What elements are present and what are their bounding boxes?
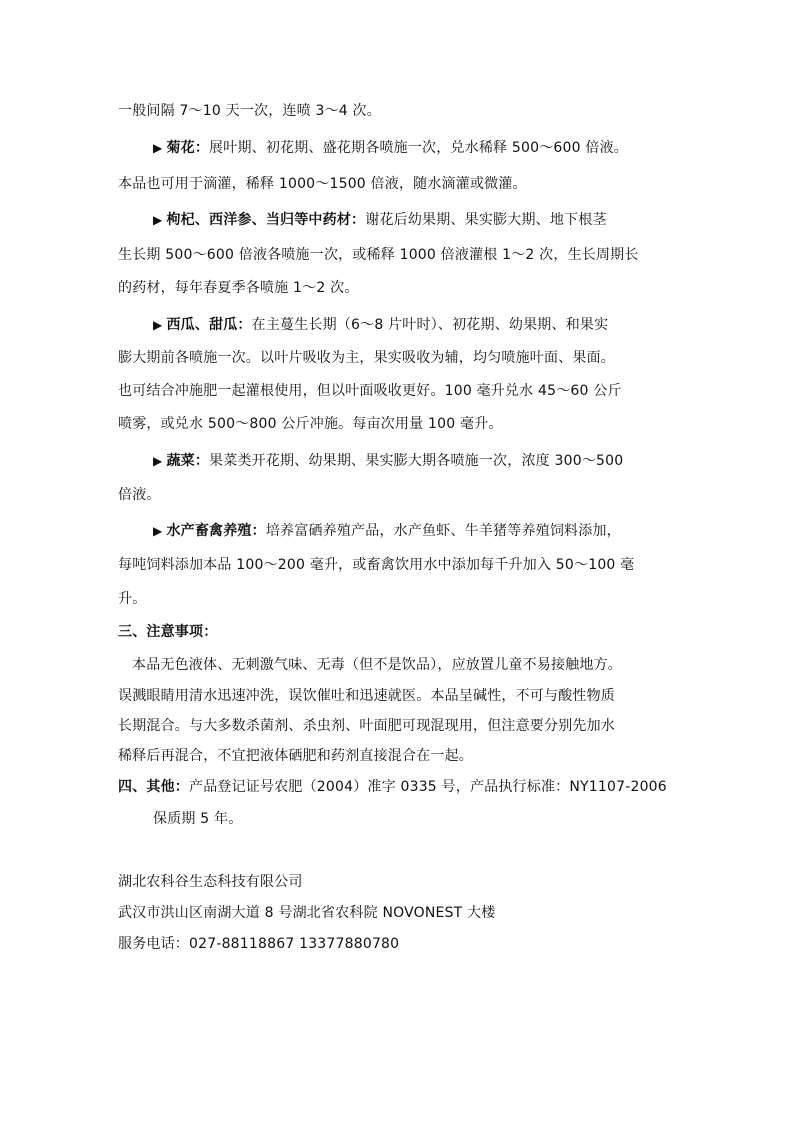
vegetables-line-2: 倍液。 [118,487,161,503]
company-address: 武汉市洪山区南湖大道 8 号湖北省农科院 NOVONEST 大楼 [118,905,496,921]
melon-line-2: 膨大期前各喷施一次。以叶片吸收为主，果实吸收为辅，均匀喷施叶面、果面。 [118,350,615,366]
medicinal-title: 枸杞、西洋参、当归等中药材： [166,212,366,228]
precautions-line-3: 长期混合。与大多数杀菌剂、杀虫剂、叶面肥可现混现用，但注意要分别先加水 [118,718,615,734]
bullet-triangle-icon: ▶ [153,454,163,468]
aquaculture-line-3: 升。 [118,591,147,607]
other-heading: 四、其他： [118,779,189,795]
company-phone: 服务电话：027-88118867 13377880780 [118,936,400,952]
precautions-line-4: 稀释后再混合，不宜把液体硒肥和药剂直接混合在一起。 [118,748,473,764]
intro-text: 一般间隔 7～10 天一次，连喷 3～4 次。 [118,103,381,119]
precautions-line-1: 本品无色液体、无刺激气味、无毒（但不是饮品），应放置儿童不易接触地方。 [132,657,622,673]
chrysanthemum-line-2: 本品也可用于滴灌，稀释 1000～1500 倍液，随水滴灌或微灌。 [118,176,527,192]
medicinal-line-3: 的药材，每年春夏季各喷施 1～2 次。 [118,280,359,296]
precautions-heading: 三、注意事项： [118,624,218,640]
shelf-life: 保质期 5 年。 [153,811,243,827]
precautions-line-2: 误溅眼睛用清水迅速冲洗，误饮催吐和迅速就医。本品呈碱性，不可与酸性物质 [118,688,615,704]
melon-line-3: 也可结合冲施肥一起灌根使用，但以叶面吸收更好。100 毫升兑水 45～60 公斤 [118,383,622,399]
medicinal-line-1: ▶ 枸杞、西洋参、当归等中药材：谢花后幼果期、果实膨大期、地下根茎 [153,212,607,228]
aquaculture-title: 水产畜禽养殖： [166,523,266,539]
other-line-1: 四、其他：产品登记证号农肥（2004）准字 0335 号，产品执行标准：NY1107-2006 [118,779,667,795]
aquaculture-line-1: ▶ 水产畜禽养殖：培养富硒养殖产品，水产鱼虾、牛羊猪等养殖饲料添加， [153,523,621,539]
melon-line-4: 喷雾，或兑水 500～800 公斤冲施。每亩次用量 100 毫升。 [118,416,503,432]
bullet-triangle-icon: ▶ [153,318,163,332]
company-name: 湖北农科谷生态科技有限公司 [118,874,303,890]
chrysanthemum-title: 菊花： [166,140,210,156]
melon-title: 西瓜、甜瓜： [166,317,252,333]
vegetables-line-1: ▶ 蔬菜：果菜类开花期、幼果期、果实膨大期各喷施一次，浓度 300～500 [153,453,624,469]
vegetables-title: 蔬菜： [166,453,210,469]
aquaculture-line-2: 每吨饲料添加本品 100～200 毫升，或畜禽饮用水中添加每千升加入 50～100 毫 [118,557,635,573]
bullet-triangle-icon: ▶ [153,141,163,155]
chrysanthemum-line-1: ▶ 菊花：展叶期、初花期、盛花期各喷施一次，兑水稀释 500～600 倍液。 [153,140,628,156]
medicinal-line-2: 生长期 500～600 倍液各喷施一次，或稀释 1000 倍液灌根 1～2 次，生长周期长 [118,247,639,263]
bullet-triangle-icon: ▶ [153,524,163,538]
bullet-triangle-icon: ▶ [153,213,163,227]
melon-line-1: ▶ 西瓜、甜瓜：在主蔓生长期（6～8 片叶时）、初花期、幼果期、和果实 [153,317,609,333]
